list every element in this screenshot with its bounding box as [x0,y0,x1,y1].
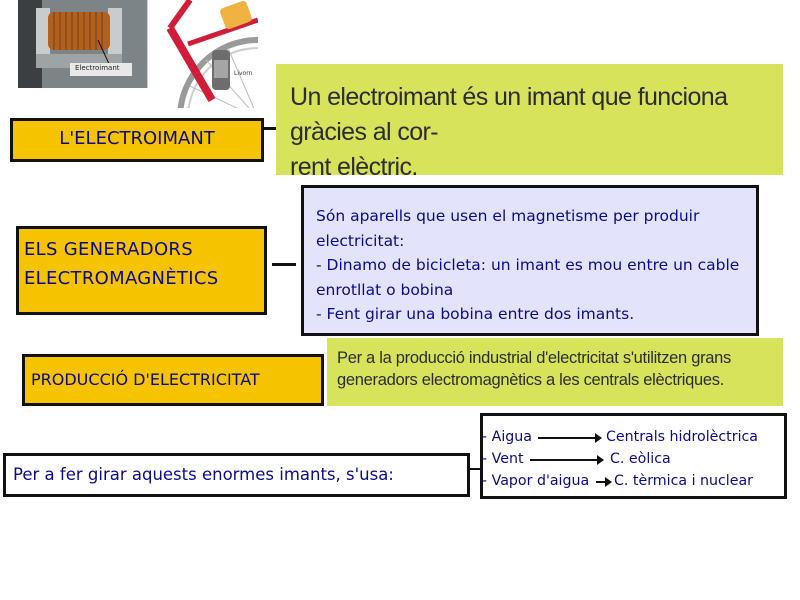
energy-source: - Vent [482,451,524,467]
photo-caption: Electroimant [75,64,120,72]
electroimant-description-line-1: Un electroimant és un imant que funciona gràcies al cor- [290,83,728,146]
energy-source: - Aigua [482,429,532,445]
power-plant: C. eòlica [610,451,671,467]
produccio-description [327,338,783,406]
electroimant-description-line-2: rent elèctric. [290,153,418,181]
photo-tag: Livorn [234,70,253,77]
power-plant: C. tèrmica i nuclear [614,473,753,489]
energy-source-row [483,470,784,492]
electroimant-description [276,64,783,181]
energy-source-row [483,426,784,448]
energy-source: - Vapor d'aigua [482,473,590,489]
generadors-line: electricitat: [316,231,405,250]
arrow-icon [530,459,602,461]
connector-line-generadors [272,263,296,266]
produccio-description-line-2: generadors electromagnètics a les centrals elèctriques. [337,371,725,390]
electromagnet-illustration [18,0,148,88]
generadors-title-line-1: ELS GENERADORS [24,239,193,260]
energy-sources-box [480,413,787,499]
generadors-title [16,226,267,315]
electroimant-title: L'ELECTROIMANT [10,118,264,162]
arrow-icon [596,481,610,483]
power-plant: Centrals hidrolèctrica [606,429,759,445]
generadors-line: - Dinamo de bicicleta: un imant es mou entre un cable [316,256,740,274]
generadors-line: enrotllat o bobina [316,280,454,299]
generadors-line: Són aparells que usen el magnetisme per produir [316,207,700,225]
produccio-title: PRODUCCIÓ D'ELECTRICITAT [22,354,324,406]
generadors-line: - Fent girar una bobina entre dos imants. [316,305,635,323]
generadors-description [301,185,759,336]
question-box: Per a fer girar aquests enormes imants, s'usa: [3,453,470,497]
bicycle-dynamo-photo [150,0,258,108]
electromagnet-photo [18,0,148,88]
bicycle-dynamo-illustration [150,0,258,108]
energy-source-row [483,448,784,470]
arrow-icon [538,437,600,439]
generadors-title-line-2: ELECTROMAGNÈTICS [24,268,219,289]
produccio-description-line-1: Per a la producció industrial d'electricitat s'utilitzen grans [337,349,731,367]
